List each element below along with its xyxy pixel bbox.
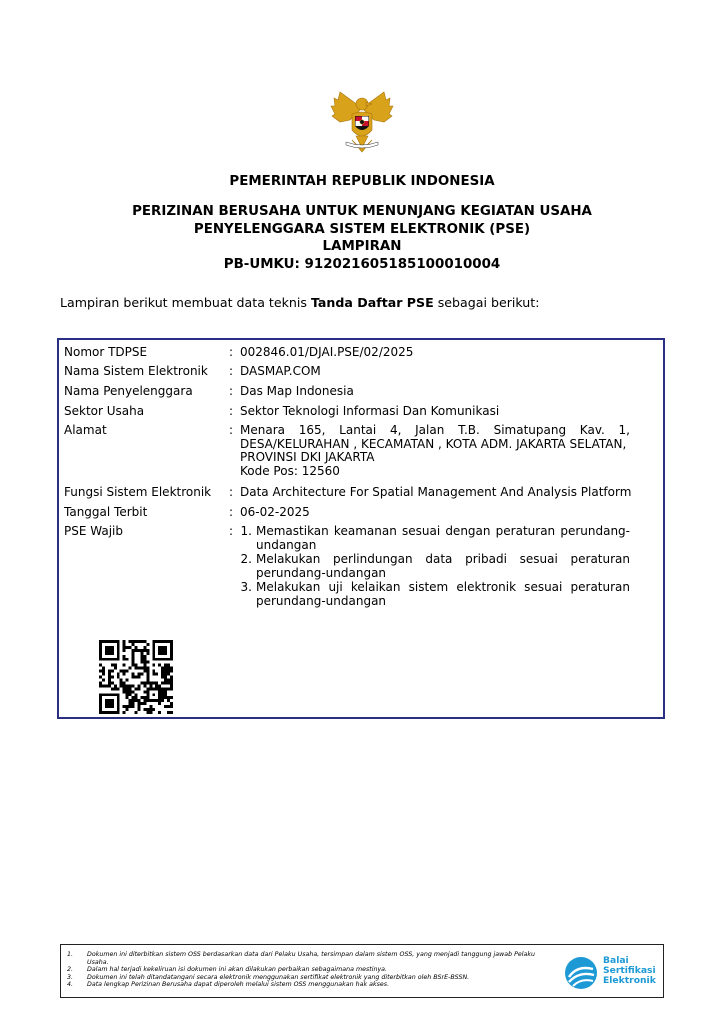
- field-value: Das Map Indonesia: [240, 384, 354, 398]
- address-line: Menara 165, Lantai 4, Jalan T.B. Simatupang Kav. 1,: [240, 423, 630, 437]
- intro-before: Lampiran berikut membuat data teknis: [60, 295, 311, 310]
- list-item: [234, 553, 630, 580]
- qr-code-icon: [99, 640, 173, 714]
- list-item: [234, 581, 630, 608]
- bse-line: Elektronik: [603, 975, 656, 987]
- note-number: 1.: [67, 951, 74, 958]
- list-text: Melakukan uji kelaikan sistem elektronik sesuai peraturan perundang-undangan: [256, 580, 630, 608]
- address-line: PROVINSI DKI JAKARTA: [240, 450, 375, 464]
- field-label: Fungsi Sistem Elektronik: [64, 485, 212, 499]
- intro-bold: Tanda Daftar PSE: [310, 295, 434, 310]
- bse-brand: [563, 953, 663, 991]
- title-line: LAMPIRAN: [322, 239, 402, 254]
- address-line: DESA/KELURAHAN , KECAMATAN , KOTA ADM. JAKARTA SELATAN,: [240, 436, 627, 451]
- field-label: Nama Sistem Elektronik: [64, 364, 208, 378]
- list-number: 2.: [240, 552, 252, 566]
- pse-wajib-list: [234, 525, 630, 609]
- bse-line: Sertifikasi: [603, 965, 656, 977]
- field-label: PSE Wajib: [64, 524, 123, 538]
- note-text: Dokumen ini telah ditandatangani secara elektronik menggunakan sertifikat elektronik yang diterbitkan oleh BSrE-BSSN.: [87, 973, 470, 981]
- document-title: [0, 203, 724, 273]
- technical-data-box: [57, 338, 665, 719]
- field-colon: :: [229, 364, 234, 378]
- list-text: Melakukan perlindungan data pribadi sesuai peraturan perundang-undangan: [256, 552, 630, 580]
- postal-code: Kode Pos: 12560: [240, 463, 340, 478]
- intro-after: sebagai berikut:: [433, 295, 540, 310]
- field-colon: :: [229, 384, 234, 398]
- field-colon: :: [229, 404, 234, 418]
- footer-note: [67, 951, 557, 966]
- field-colon: :: [229, 505, 234, 519]
- note-number: 4.: [67, 981, 74, 989]
- garuda-emblem-icon: [326, 86, 398, 158]
- field-colon: :: [229, 485, 234, 499]
- footer-notes: [67, 951, 557, 989]
- note-text: Dokumen ini diterbitkan sistem OSS berdasarkan data dari Pelaku Usaha, tersimpan dalam sistem OSS, yang menjadi tanggung jawab Pelaku Usaha.: [87, 951, 535, 966]
- field-value: DASMAP.COM: [240, 364, 321, 378]
- bse-wordmark: [603, 956, 656, 987]
- footer-note: [67, 981, 557, 989]
- note-text: Data lengkap Perizinan Berusaha dapat diperoleh melalui sistem OSS menggunakan hak akses.: [87, 981, 390, 989]
- field-colon: :: [229, 524, 234, 538]
- government-heading: PEMERINTAH REPUBLIK INDONESIA: [229, 174, 495, 189]
- field-label: Tanggal Terbit: [64, 505, 148, 519]
- field-value: 002846.01/DJAI.PSE/02/2025: [240, 345, 414, 359]
- footer-note: [67, 966, 557, 974]
- field-label: Alamat: [64, 423, 107, 437]
- field-colon: :: [229, 423, 234, 437]
- field-value: Data Architecture For Spatial Management And Analysis Platform: [240, 485, 632, 499]
- field-value: Sektor Teknologi Informasi Dan Komunikasi: [240, 404, 500, 418]
- note-text: Dalam hal terjadi kekeliruan isi dokumen ini akan dilakukan perbaikan sebagaimana mestinya.: [87, 966, 388, 974]
- intro-text: [60, 295, 539, 310]
- list-number: 3.: [240, 580, 252, 594]
- title-line: PERIZINAN BERUSAHA UNTUK MENUNJANG KEGIATAN USAHA: [132, 204, 592, 219]
- list-text: Memastikan keamanan sesuai dengan peraturan perundang-undangan: [256, 524, 630, 552]
- field-colon: :: [229, 345, 234, 359]
- field-value: [240, 424, 630, 478]
- list-number: 1.: [240, 524, 252, 538]
- field-label: Nama Penyelenggara: [64, 384, 193, 398]
- list-item: [234, 525, 630, 552]
- field-label: Sektor Usaha: [64, 404, 145, 418]
- note-number: 2.: [67, 966, 74, 974]
- bse-line: Balai: [603, 955, 629, 966]
- field-value: 06-02-2025: [240, 505, 310, 519]
- title-line: PENYELENGGARA SISTEM ELEKTRONIK (PSE): [193, 221, 531, 237]
- note-number: 3.: [67, 973, 74, 981]
- field-label: Nomor TDPSE: [64, 345, 148, 359]
- pb-umku-number: PB-UMKU: 912021605185100010004: [223, 256, 501, 272]
- footer-notes-box: [60, 944, 664, 998]
- bse-logo-icon: [563, 955, 599, 991]
